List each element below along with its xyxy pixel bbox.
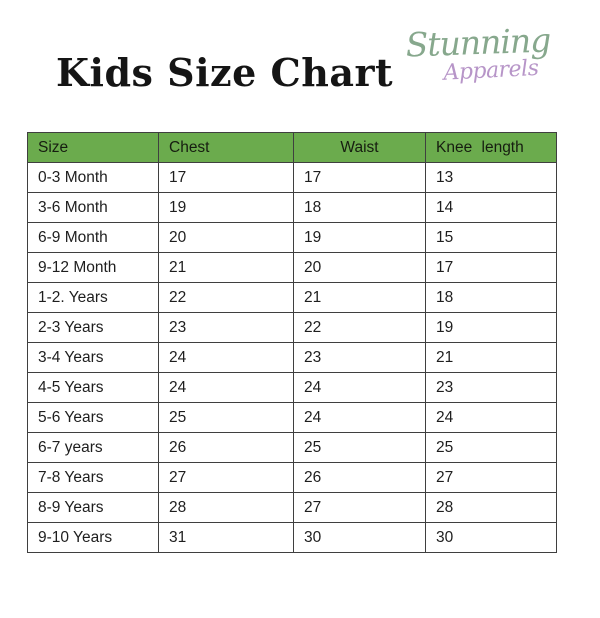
table-cell: 28 <box>426 493 557 523</box>
table-cell: 27 <box>426 463 557 493</box>
table-cell: 22 <box>159 283 294 313</box>
table-cell: 6-7 years <box>28 433 159 463</box>
table-row <box>28 403 557 433</box>
table-cell: 21 <box>159 253 294 283</box>
table-cell: 24 <box>294 403 426 433</box>
table-row <box>28 283 557 313</box>
table-row <box>28 373 557 403</box>
column-header-knee-length: Knee length <box>426 133 557 163</box>
table-cell: 30 <box>294 523 426 553</box>
column-header-chest: Chest <box>159 133 294 163</box>
table-cell: 21 <box>426 343 557 373</box>
table-cell: 1-2. Years <box>28 283 159 313</box>
table-cell: 19 <box>294 223 426 253</box>
table-cell: 0-3 Month <box>28 163 159 193</box>
table-cell: 3-6 Month <box>28 193 159 223</box>
table-row <box>28 433 557 463</box>
table-header-row <box>28 133 557 163</box>
table-cell: 26 <box>294 463 426 493</box>
table-cell: 8-9 Years <box>28 493 159 523</box>
table-cell: 20 <box>159 223 294 253</box>
table-cell: 23 <box>159 313 294 343</box>
table-cell: 9-10 Years <box>28 523 159 553</box>
table-row <box>28 193 557 223</box>
brand-logo-word-stunning: Stunning <box>405 20 551 65</box>
table-cell: 14 <box>426 193 557 223</box>
size-table <box>27 132 557 553</box>
table-cell: 24 <box>294 373 426 403</box>
table-cell: 17 <box>159 163 294 193</box>
table-cell: 25 <box>294 433 426 463</box>
brand-logo <box>388 20 568 86</box>
table-cell: 25 <box>159 403 294 433</box>
table-cell: 17 <box>294 163 426 193</box>
table-row <box>28 463 557 493</box>
table-cell: 28 <box>159 493 294 523</box>
table-cell: 18 <box>294 193 426 223</box>
table-cell: 21 <box>294 283 426 313</box>
table-cell: 3-4 Years <box>28 343 159 373</box>
table-cell: 25 <box>426 433 557 463</box>
table-cell: 18 <box>426 283 557 313</box>
table-cell: 13 <box>426 163 557 193</box>
column-header-size: Size <box>28 133 159 163</box>
table-cell: 23 <box>294 343 426 373</box>
table-cell: 31 <box>159 523 294 553</box>
table-cell: 24 <box>426 403 557 433</box>
table-cell: 22 <box>294 313 426 343</box>
table-row <box>28 253 557 283</box>
table-cell: 26 <box>159 433 294 463</box>
table-cell: 27 <box>294 493 426 523</box>
table-cell: 7-8 Years <box>28 463 159 493</box>
column-header-waist: Waist <box>294 133 426 163</box>
table-cell: 2-3 Years <box>28 313 159 343</box>
table-cell: 23 <box>426 373 557 403</box>
table-row <box>28 343 557 373</box>
table-row <box>28 163 557 193</box>
table-cell: 19 <box>159 193 294 223</box>
table-cell: 4-5 Years <box>28 373 159 403</box>
table-cell: 17 <box>426 253 557 283</box>
table-cell: 24 <box>159 373 294 403</box>
table-row <box>28 313 557 343</box>
table-cell: 19 <box>426 313 557 343</box>
table-row <box>28 523 557 553</box>
size-table-header <box>28 133 557 163</box>
table-cell: 5-6 Years <box>28 403 159 433</box>
table-cell: 6-9 Month <box>28 223 159 253</box>
table-cell: 20 <box>294 253 426 283</box>
table-cell: 24 <box>159 343 294 373</box>
table-cell: 9-12 Month <box>28 253 159 283</box>
page-title: Kids Size Chart <box>56 50 394 95</box>
table-row <box>28 493 557 523</box>
size-table-body <box>28 163 557 553</box>
table-row <box>28 223 557 253</box>
brand-logo-word-apparels: Apparels <box>442 55 540 86</box>
table-cell: 30 <box>426 523 557 553</box>
table-cell: 15 <box>426 223 557 253</box>
table-cell: 27 <box>159 463 294 493</box>
